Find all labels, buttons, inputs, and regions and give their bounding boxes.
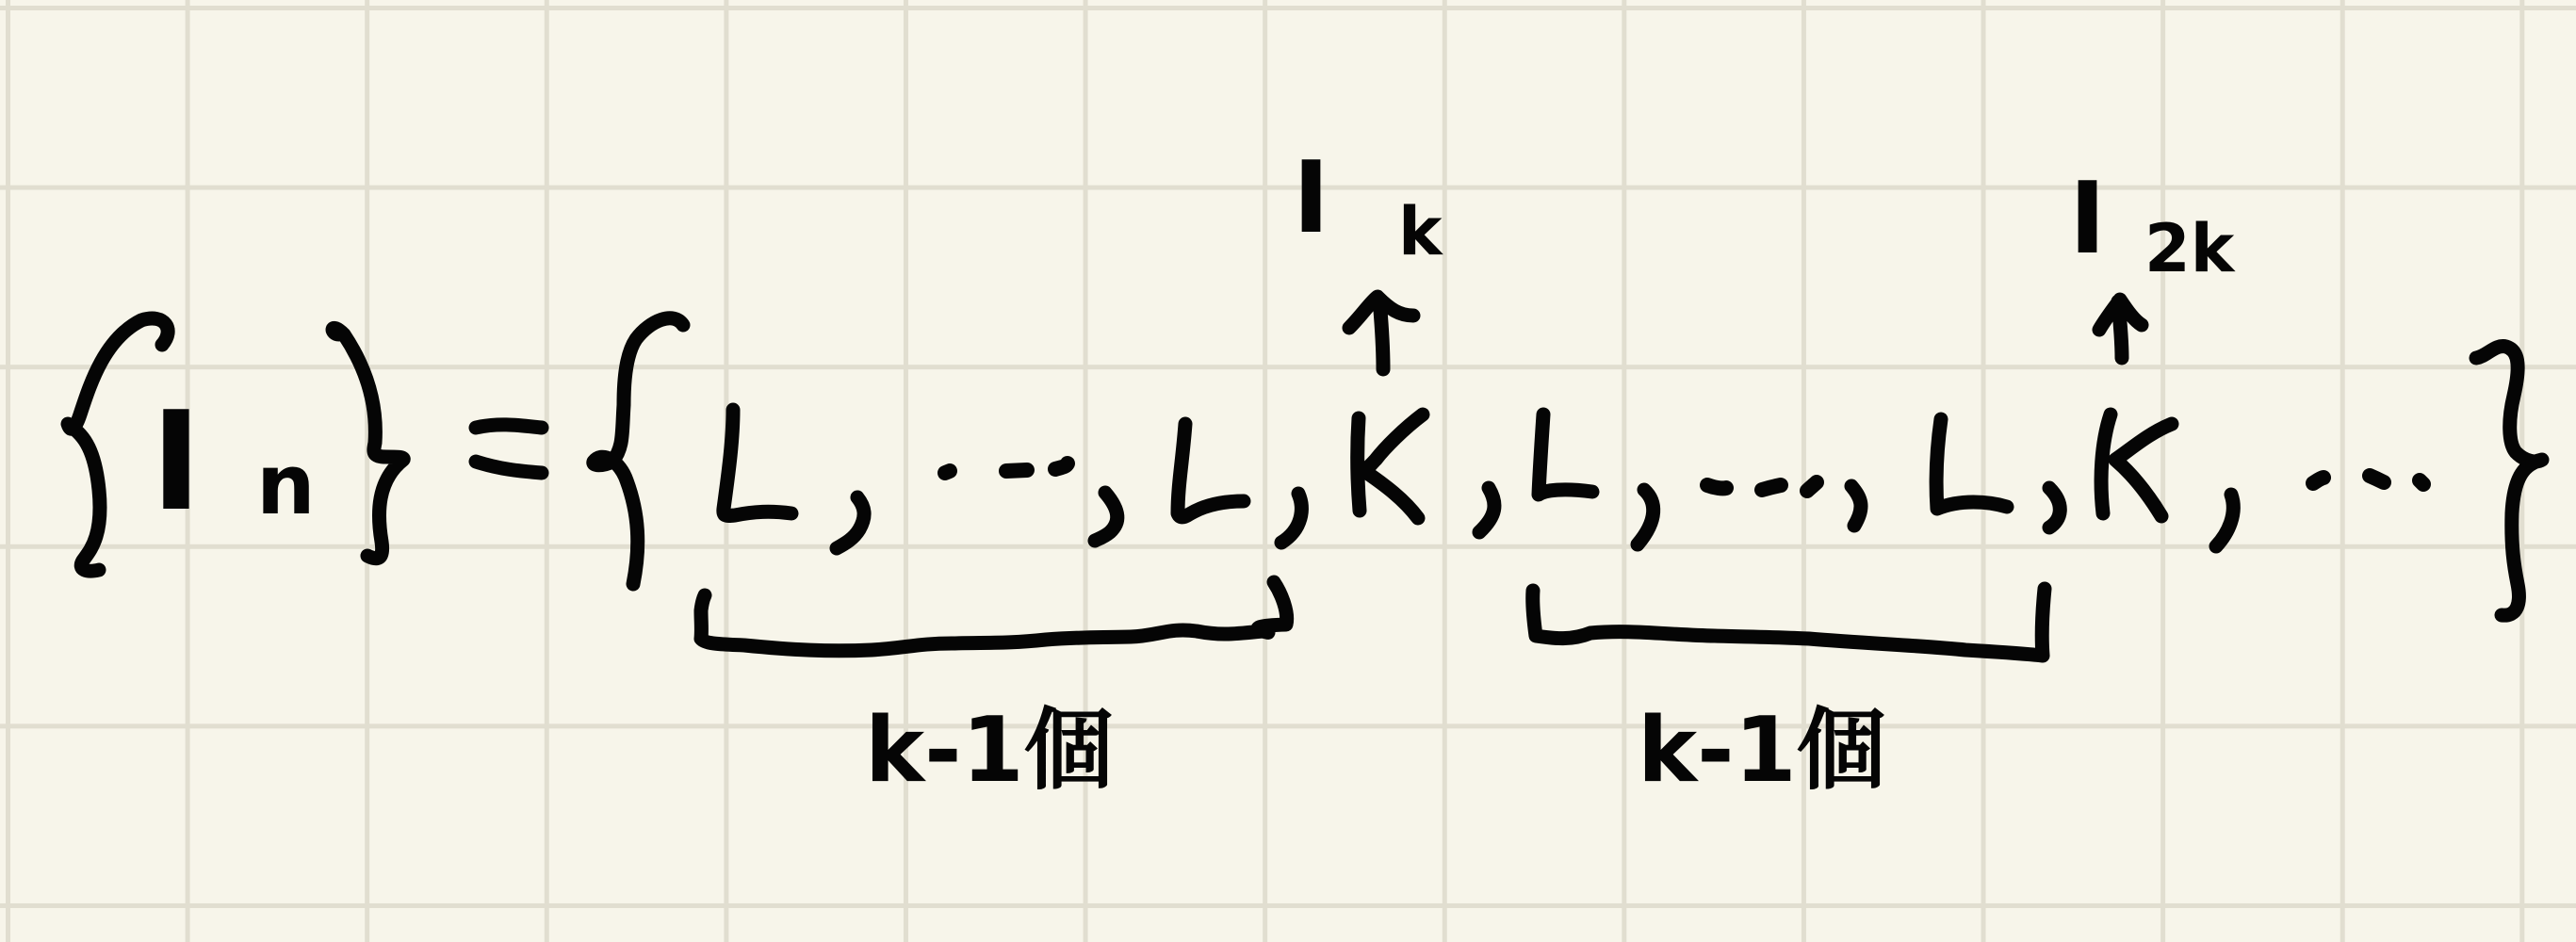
underbrace-label-2: k-1個 [1638, 699, 1886, 803]
right-brace-1 [333, 328, 403, 558]
annotation-ik-subscript: k [1398, 193, 1443, 270]
comma-2 [1095, 493, 1117, 541]
comma-5 [1638, 490, 1654, 544]
ellipsis-dot-9 [2420, 480, 2423, 484]
term-L-2 [1178, 424, 1244, 517]
ellipsis-dot-7 [2313, 478, 2323, 483]
ellipsis-dot-5 [1762, 485, 1781, 490]
comma-7 [2049, 488, 2060, 528]
annotation-i2k-letter: I [2069, 161, 2107, 276]
arrow-ik [1349, 297, 1413, 369]
term-L-1 [724, 410, 791, 515]
ellipsis-dot-1 [945, 471, 950, 473]
term-K-2 [2101, 414, 2172, 516]
comma-1 [837, 497, 864, 548]
comma-6 [1851, 486, 1861, 526]
term-K-1 [1358, 414, 1423, 518]
annotation-ik-letter: I [1293, 140, 1330, 255]
annotation-i2k-subscript: 2k [2144, 210, 2235, 287]
ellipsis-dot-4 [1707, 485, 1726, 488]
ellipsis-dot-3 [1055, 463, 1068, 469]
lhs-variable: I [151, 382, 202, 542]
right-brace-2 [2476, 347, 2542, 616]
ellipsis-dot-8 [2370, 476, 2384, 482]
comma-8 [2216, 495, 2233, 546]
left-brace-2 [594, 318, 683, 584]
arrow-i2k [2099, 300, 2142, 358]
ellipsis-dot-2 [1006, 470, 1027, 471]
comma-4 [1479, 488, 1494, 532]
equals-sign [476, 425, 542, 473]
ellipsis-dot-6 [1807, 482, 1817, 491]
underbrace-1 [701, 582, 1287, 651]
lhs-subscript: n [256, 436, 316, 533]
underbrace-2 [1533, 589, 2045, 656]
underbrace-label-1: k-1個 [865, 699, 1114, 803]
term-L-3 [1539, 414, 1592, 495]
comma-3 [1281, 494, 1301, 543]
term-L-4 [1936, 419, 2007, 509]
